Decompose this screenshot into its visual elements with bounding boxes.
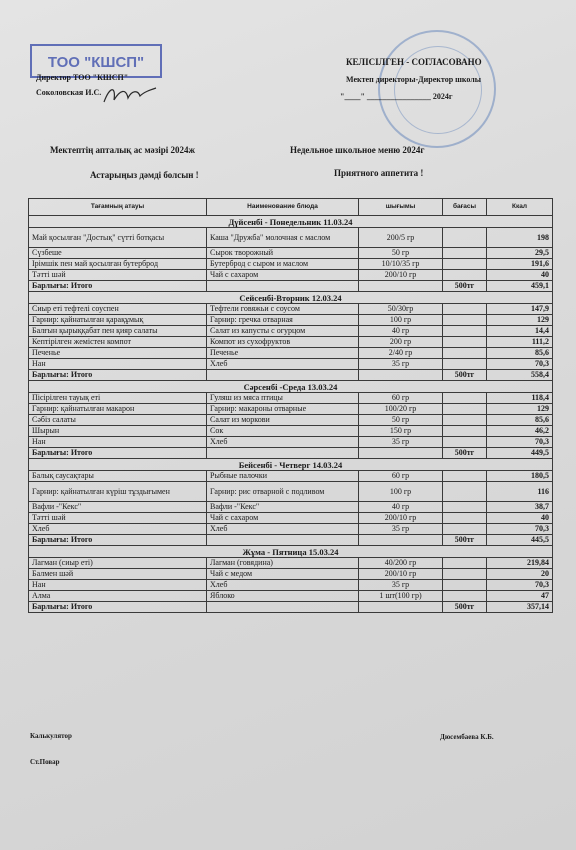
company-stamp: ТОО "КШСП" [30, 44, 162, 78]
dish-yield: 10/10/35 гр [359, 259, 443, 270]
kz-appetite: Астарыңыз дәмді болсын ! [90, 170, 199, 180]
kz-dish: Лагман (сиыр еті) [29, 558, 207, 569]
day-heading: Дүйсенбі - Понедельник 11.03.24 [29, 216, 553, 228]
dish-yield: 35 гр [359, 437, 443, 448]
col-header-yield: шығымы [359, 199, 443, 216]
table-row [29, 337, 553, 348]
dish-price [443, 270, 487, 281]
dish-kcal: 180,5 [487, 471, 553, 482]
dish-price [443, 228, 487, 248]
table-row [29, 326, 553, 337]
table-row [29, 502, 553, 513]
total-kcal: 558,4 [487, 370, 553, 381]
dish-yield: 200/5 гр [359, 228, 443, 248]
ru-dish: Хлеб [207, 437, 359, 448]
total-price: 500тг [443, 448, 487, 459]
dish-kcal: 70,3 [487, 359, 553, 370]
approval-block [346, 54, 482, 88]
day-heading-row [29, 546, 553, 558]
table-row [29, 558, 553, 569]
ru-dish: Салат из капусты с огурцом [207, 326, 359, 337]
dish-yield: 200/10 гр [359, 513, 443, 524]
kz-dish: Печенье [29, 348, 207, 359]
total-label: Барлығы: Итого [29, 448, 207, 459]
ru-dish: Хлеб [207, 524, 359, 535]
dish-yield: 200/10 гр [359, 569, 443, 580]
table-row [29, 228, 553, 248]
dish-kcal: 40 [487, 513, 553, 524]
dish-kcal: 198 [487, 228, 553, 248]
dish-price [443, 337, 487, 348]
dish-yield: 200/10 гр [359, 270, 443, 281]
dish-yield: 50 гр [359, 248, 443, 259]
kz-dish: Сәбіз салаты [29, 415, 207, 426]
dish-kcal: 129 [487, 404, 553, 415]
ru-dish: Тефтели говяжьи с соусом [207, 304, 359, 315]
dish-kcal: 70,3 [487, 524, 553, 535]
kz-dish: Шырын [29, 426, 207, 437]
kz-dish: Нан [29, 359, 207, 370]
day-heading: Сәрсенбі -Среда 13.03.24 [29, 381, 553, 393]
table-row [29, 482, 553, 502]
table-row [29, 437, 553, 448]
approval-subtitle: Мектеп директоры-Директор школы [346, 75, 482, 84]
table-row [29, 270, 553, 281]
kz-dish: Вафли -"Кекс" [29, 502, 207, 513]
total-kcal: 445,5 [487, 535, 553, 546]
dish-yield: 100 гр [359, 315, 443, 326]
total-price: 500тг [443, 535, 487, 546]
ru-dish: Печенье [207, 348, 359, 359]
table-row [29, 471, 553, 482]
table-row [29, 359, 553, 370]
kz-dish: Балғын қырыққабат пен қияр салаты [29, 326, 207, 337]
kz-dish: Тәтті шәй [29, 270, 207, 281]
dish-price [443, 348, 487, 359]
ru-dish: Гуляш из мяса птицы [207, 393, 359, 404]
calculator-name: Дюсембаева К.Б. [440, 733, 494, 741]
ru-dish: Чай с медом [207, 569, 359, 580]
dish-price [443, 404, 487, 415]
dish-price [443, 482, 487, 502]
kz-dish: Алма [29, 591, 207, 602]
approval-date: "____" ________________ 2024г [340, 92, 453, 101]
dish-kcal: 111,2 [487, 337, 553, 348]
dish-price [443, 437, 487, 448]
dish-price [443, 415, 487, 426]
total-label: Барлығы: Итого [29, 602, 207, 613]
dish-kcal: 147,9 [487, 304, 553, 315]
dish-price [443, 569, 487, 580]
director-name: Соколовская И.С. [36, 88, 102, 97]
dish-kcal: 70,3 [487, 437, 553, 448]
dish-price [443, 502, 487, 513]
day-heading-row [29, 381, 553, 393]
dish-kcal: 20 [487, 569, 553, 580]
table-row [29, 315, 553, 326]
dish-price [443, 359, 487, 370]
dish-kcal: 40 [487, 270, 553, 281]
kz-dish: Гарнир: қайнатылған қарақұмық [29, 315, 207, 326]
dish-yield: 2/40 гр [359, 348, 443, 359]
col-header-ru-name: Наименование блюда [207, 199, 359, 216]
total-kcal: 449,5 [487, 448, 553, 459]
dish-yield: 200 гр [359, 337, 443, 348]
table-row [29, 393, 553, 404]
day-total-row [29, 535, 553, 546]
day-total-row [29, 448, 553, 459]
dish-kcal: 14,4 [487, 326, 553, 337]
day-total-row [29, 370, 553, 381]
dish-kcal: 118,4 [487, 393, 553, 404]
dish-price [443, 426, 487, 437]
dish-yield: 50/30гр [359, 304, 443, 315]
dish-price [443, 580, 487, 591]
day-heading: Бейсенбі - Четверг 14.03.24 [29, 459, 553, 471]
dish-price [443, 558, 487, 569]
kz-dish: Май қосылған "Достық" сүтті ботқасы [29, 228, 207, 248]
menu-table [28, 198, 553, 613]
calculator-label: Калькулятор [30, 732, 72, 740]
dish-yield: 40 гр [359, 326, 443, 337]
ru-dish: Чай с сахаром [207, 513, 359, 524]
dish-price [443, 326, 487, 337]
ru-dish: Сок [207, 426, 359, 437]
dish-kcal: 38,7 [487, 502, 553, 513]
ru-appetite: Приятного аппетита ! [334, 168, 424, 178]
dish-yield: 60 гр [359, 471, 443, 482]
director-signature [100, 82, 160, 108]
ru-dish: Яблоко [207, 591, 359, 602]
ru-dish: Гарнир: гречка отварная [207, 315, 359, 326]
ru-dish: Компот из сухофруктов [207, 337, 359, 348]
total-price: 500тг [443, 602, 487, 613]
dish-yield: 40 гр [359, 502, 443, 513]
col-header-kcal: Ккал [487, 199, 553, 216]
kz-dish: Хлеб [29, 524, 207, 535]
table-row [29, 426, 553, 437]
table-row [29, 304, 553, 315]
dish-price [443, 304, 487, 315]
total-price: 500тг [443, 281, 487, 292]
kz-dish: Нан [29, 437, 207, 448]
dish-price [443, 513, 487, 524]
ru-dish: Гарнир: рис отварной с подливом [207, 482, 359, 502]
table-row [29, 513, 553, 524]
dish-price [443, 259, 487, 270]
dish-kcal: 29,5 [487, 248, 553, 259]
dish-kcal: 46,2 [487, 426, 553, 437]
ru-dish: Бутерброд с сыром и маслом [207, 259, 359, 270]
ru-dish: Каша "Дружба" молочная с маслом [207, 228, 359, 248]
day-heading-row [29, 459, 553, 471]
day-heading: Жұма - Пятница 15.03.24 [29, 546, 553, 558]
ru-dish: Лагман (говядина) [207, 558, 359, 569]
kz-dish: Нан [29, 580, 207, 591]
dish-kcal: 191,6 [487, 259, 553, 270]
table-row [29, 248, 553, 259]
table-row [29, 348, 553, 359]
kz-dish: Балмен шәй [29, 569, 207, 580]
dish-kcal: 70,3 [487, 580, 553, 591]
total-label: Барлығы: Итого [29, 370, 207, 381]
table-row [29, 569, 553, 580]
ru-dish: Чай с сахаром [207, 270, 359, 281]
kz-dish: Гарнир: қайнатылған макарон [29, 404, 207, 415]
kz-dish: Ірімшік пен май қосылған бутерброд [29, 259, 207, 270]
col-header-kz-name: Тағамның атауы [29, 199, 207, 216]
dish-yield: 1 шт(100 гр) [359, 591, 443, 602]
ru-dish: Хлеб [207, 359, 359, 370]
dish-yield: 60 гр [359, 393, 443, 404]
dish-kcal: 116 [487, 482, 553, 502]
approval-title: КЕЛІСІЛГЕН - СОГЛАСОВАНО [346, 57, 482, 67]
dish-yield: 40/200 гр [359, 558, 443, 569]
ru-dish: Вафли -"Кекс" [207, 502, 359, 513]
ru-menu-title: Недельное школьное меню 2024г [290, 145, 425, 155]
dish-yield: 35 гр [359, 524, 443, 535]
dish-yield: 50 гр [359, 415, 443, 426]
dish-price [443, 591, 487, 602]
table-row [29, 415, 553, 426]
ru-dish: Салат из моркови [207, 415, 359, 426]
kz-dish: Гарнир: қайнатылған күріш тұздығымен [29, 482, 207, 502]
dish-kcal: 129 [487, 315, 553, 326]
dish-kcal: 85,6 [487, 415, 553, 426]
day-heading: Сейсенбі-Вторник 12.03.24 [29, 292, 553, 304]
table-row [29, 524, 553, 535]
total-kcal: 357,14 [487, 602, 553, 613]
total-kcal: 459,1 [487, 281, 553, 292]
table-row [29, 404, 553, 415]
total-label: Барлығы: Итого [29, 281, 207, 292]
approval-seal [378, 30, 496, 148]
dish-price [443, 393, 487, 404]
dish-kcal: 85,6 [487, 348, 553, 359]
table-row [29, 259, 553, 270]
ru-dish: Рыбные палочки [207, 471, 359, 482]
dish-yield: 150 гр [359, 426, 443, 437]
day-heading-row [29, 216, 553, 228]
senior-cook-label: Ст.Повар [30, 758, 60, 766]
total-label: Барлығы: Итого [29, 535, 207, 546]
table-header-row [29, 199, 553, 216]
kz-menu-title: Мектептің апталық ас мәзірі 2024ж [50, 145, 195, 155]
ru-dish: Гарнир: макароны отварные [207, 404, 359, 415]
day-total-row [29, 281, 553, 292]
col-header-price: бағасы [443, 199, 487, 216]
director-title: Директор ТОО "КШСП" [36, 73, 129, 82]
ru-dish: Сырок творожный [207, 248, 359, 259]
kz-dish: Тәтті шәй [29, 513, 207, 524]
kz-dish: Сүзбеше [29, 248, 207, 259]
ru-dish: Хлеб [207, 580, 359, 591]
total-price: 500тг [443, 370, 487, 381]
dish-kcal: 219,84 [487, 558, 553, 569]
dish-yield: 100 гр [359, 482, 443, 502]
dish-yield: 35 гр [359, 580, 443, 591]
kz-dish: Сиыр еті тефтелі соуспен [29, 304, 207, 315]
kz-dish: Кептірілген жемістен компот [29, 337, 207, 348]
day-total-row [29, 602, 553, 613]
dish-price [443, 471, 487, 482]
dish-yield: 35 гр [359, 359, 443, 370]
dish-yield: 100/20 гр [359, 404, 443, 415]
table-row [29, 580, 553, 591]
kz-dish: Балық саусақтары [29, 471, 207, 482]
kz-dish: Пісірілген тауық еті [29, 393, 207, 404]
dish-price [443, 524, 487, 535]
dish-kcal: 47 [487, 591, 553, 602]
table-row [29, 591, 553, 602]
day-heading-row [29, 292, 553, 304]
dish-price [443, 315, 487, 326]
dish-price [443, 248, 487, 259]
